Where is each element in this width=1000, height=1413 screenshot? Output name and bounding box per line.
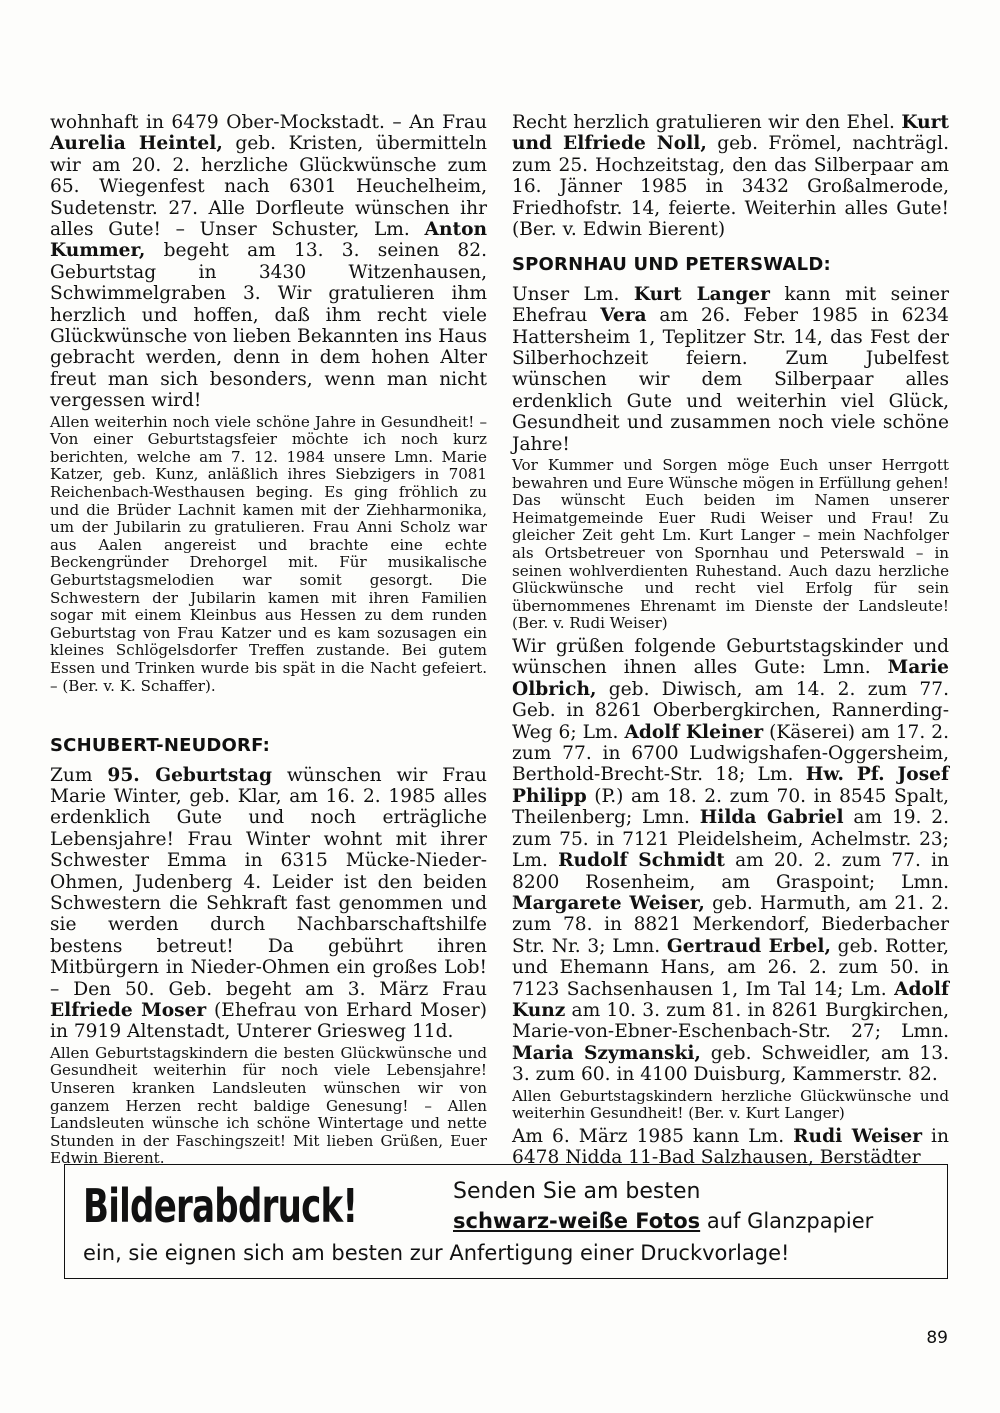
left-paragraph-1: wohnhaft in 6479 Ober-Mockstadt. – An Frau Aurelia Heintel, geb. Kristen, übermitteln wir am 20. 2. herzliche Glückwünsche zum 65. Wiegenfest nach 6301 Heuchelheim, Sudetenstr. 27. Alle Dorfleute wünschen ihr alles Gute! – Unser Schuster, Lm. Anton Kummer, begeht am 13. 3. seinen 82. Geburtstag in 3430 Witzenhausen, Schwimmelgraben 3. Wir gratulieren ihm herzlich und hoffen, daß ihm recht viele Glückwünsche von lieben Bekannten ins Haus gebracht werden, denn in dem hohen Alter freut man sich besonders, wenn man nicht vergessen wird! — [50, 112, 487, 412]
right-paragraph-1: Recht herzlich gratulieren wir den Ehel. Kurt und Elfriede Noll, geb. Frömel, nachträgl. zum 25. Hochzeitstag, den das Silberpaar am 16. Jänner 1985 in 3432 Großalmerode, Friedhofstr. 14, feierte. Weiterhin alles Gute! (Ber. v. Edwin Bierent) — [512, 112, 949, 241]
left-paragraph-3: Zum 95. Geburtstag wünschen wir Frau Marie Winter, geb. Klar, am 16. 2. 1985 alles erdenklich Gute und noch erträgliche Lebensjahre! Frau Winter wohnt mit ihrer Schwester Emma in 6315 Mücke-Nieder-Ohmen, Judenberg 4. Leider ist den beiden Schwestern die Sehkraft fast genommen und sie werden durch Nachbarschaftshilfe bestens betreut! Da gebührt ihren Mitbürgern in Nieder-Ohmen ein großes Lob! – Den 50. Geb. begeht am 3. März Frau Elfriede Moser (Ehefrau von Erhard Moser) in 7919 Altenstadt, Unterer Griesweg 11d. — [50, 764, 488, 1043]
right-column — [512, 112, 949, 1169]
advertisement-box — [64, 1164, 948, 1279]
ad-title: Bilderabdruck! — [83, 1179, 358, 1233]
name-anton-kummer: Anton Kummer, — [50, 219, 487, 262]
name-elfriede-moser: Elfriede Moser — [50, 1000, 207, 1022]
right-paragraph-4: Wir grüßen folgende Geburtstagskinder und wünschen ihnen alles Gute: Lmn. Marie Olbrich, geb. Diwisch, am 14. 2. zum 77. Geb. in 8261 Oberbergkirchen, Rannerding-Weg 6; Lm. Adolf Kleiner (Käserei) am 17. 2. zum 77. in 6700 Ludwigshafen-Oggersheim, Berthold-Brecht-Str. 18; Lm. Hw. Pf. Josef Philipp (P.) am 18. 2. zum 70. in 8545 Spalt, Theilenberg; Lmn. Hilda Gabriel am 19. 2. zum 75. in 7121 Pleidelsheim, Achelmstr. 23; Lm. Rudolf Schmidt am 20. 2. zum 77. in 8200 Rosenheim, am Graspoint; Lmn. Margarete Weiser, geb. Harmuth, am 21. 2. zum 78. in 8821 Merkendorf, Biederbacher Str. Nr. 3; Lmn. Gertraud Erbel, geb. Rotter, und Ehemann Hans, am 26. 2. zum 50. in 7123 Sachsenhausen 1, Im Tal 14; Lm. Adolf Kunz am 10. 3. zum 81. in 8261 Burgkirchen, Marie-von-Ebner-Eschenbach-Str. 27; Lmn. Maria Szymanski, geb. Schweidler, am 13. 3. zum 60. in 4100 Duisburg, Kammerstr. 82. — [512, 636, 950, 1086]
page-number: 89 — [926, 1328, 948, 1348]
right-paragraph-2: Unser Lm. Kurt Langer kann mit seiner Ehefrau Vera am 26. Feber 1985 in 6234 Hattersheim 1, Teplitzer Str. 14, das Fest der Silberhochzeit feiern. Zum Jubelfest wünschen wir dem Silberpaar alles erdenklich Gute und weiterhin viel Glück, Gesundheit und zusammen noch viele schöne Jahre! — [512, 283, 949, 455]
ad-line-1: Senden Sie am besten — [453, 1179, 701, 1204]
right-paragraph-3: Vor Kummer und Sorgen möge Euch unser Herrgott bewahren und Eure Wünsche mögen in Erfüllung gehen! Das wünscht Euch beiden im Namen unserer Heimatgemeinde Euer Rudi Weiser und Frau! Zu gleicher Zeit geht Lm. Kurt Langer – mein Nachfolger als Ortsbetreuer von Spornhau und Peterswald – in seinen wohlverdienten Ruhestand. Auch dazu herzliche Glückwünsche und recht viel Erfolg für sein übernommenes Ehrenamt im Dienste der Landsleute! (Ber. v. Rudi Weiser) — [512, 456, 949, 633]
name-aurelia-heintel: Aurelia Heintel, — [50, 133, 223, 155]
left-paragraph-4: Allen Geburtstagskindern die besten Glückwünsche und Gesundheit weiterhin für noch viele Lebensjahre! Unseren kranken Landsleuten wünschen wir von ganzem Herzen recht baldige Genesung! – Allen Landsleuten wünsche ich schöne Wintertage und nette Stunden in der Faschingszeit! Mit lieben Grüßen, Euer Edwin Bierent. — [50, 1043, 487, 1168]
section-heading-schubert-neudorf: SCHUBERT-NEUDORF: — [50, 735, 271, 757]
left-column — [50, 112, 487, 1168]
ad-line-2: schwarz-weiße Fotos auf Glanzpapier — [453, 1209, 874, 1233]
right-paragraph-5: Allen Geburtstagskindern herzliche Glückwünsche und weiterhin Gesundheit! (Ber. v. Kurt Langer) — [512, 1086, 949, 1123]
left-paragraph-2: Allen weiterhin noch viele schöne Jahre in Gesundheit! – Von einer Geburtstagsfeier möchte ich noch kurz berichten, welche am 7. 12. 1984 unsere Lmn. Marie Katzer, geb. Kunz, anläßlich ihres Siebzigers in 7081 Reichenbach-Westhausen beging. Es ging fröhlich zu und die Brüder Lachnit kamen mit der Ziehharmonika, um der Jubilarin zu gratulieren. Frau Anni Scholz war aus Aalen angereist und brachte eine echte Beckengründer Drehorgel mit. Für musikalische Geburtstagsmelodien war somit gesorgt. Die Schwestern der Jubilarin kamen mit ihren Familien sogar mit einem Kleinbus aus Hessen zu dem runden Geburtstag von Frau Katzer und es kam sozusagen ein kleines Schlögelsdorfer Treffen zustande. Bei gutem Essen und Trinken wurde bis spät in die Nacht gefeiert. – (Ber. v. K. Schaffer). — [50, 412, 487, 695]
ad-line-3: ein, sie eignen sich am besten zur Anfertigung einer Druckvorlage! — [83, 1241, 790, 1265]
section-heading-spornhau-peterswald: SPORNHAU UND PETERSWALD: — [512, 254, 831, 276]
right-paragraph-6: Am 6. März 1985 kann Lm. Rudi Weiser in 6478 Nidda 11-Bad Salzhausen, Berstädter — [512, 1125, 949, 1169]
